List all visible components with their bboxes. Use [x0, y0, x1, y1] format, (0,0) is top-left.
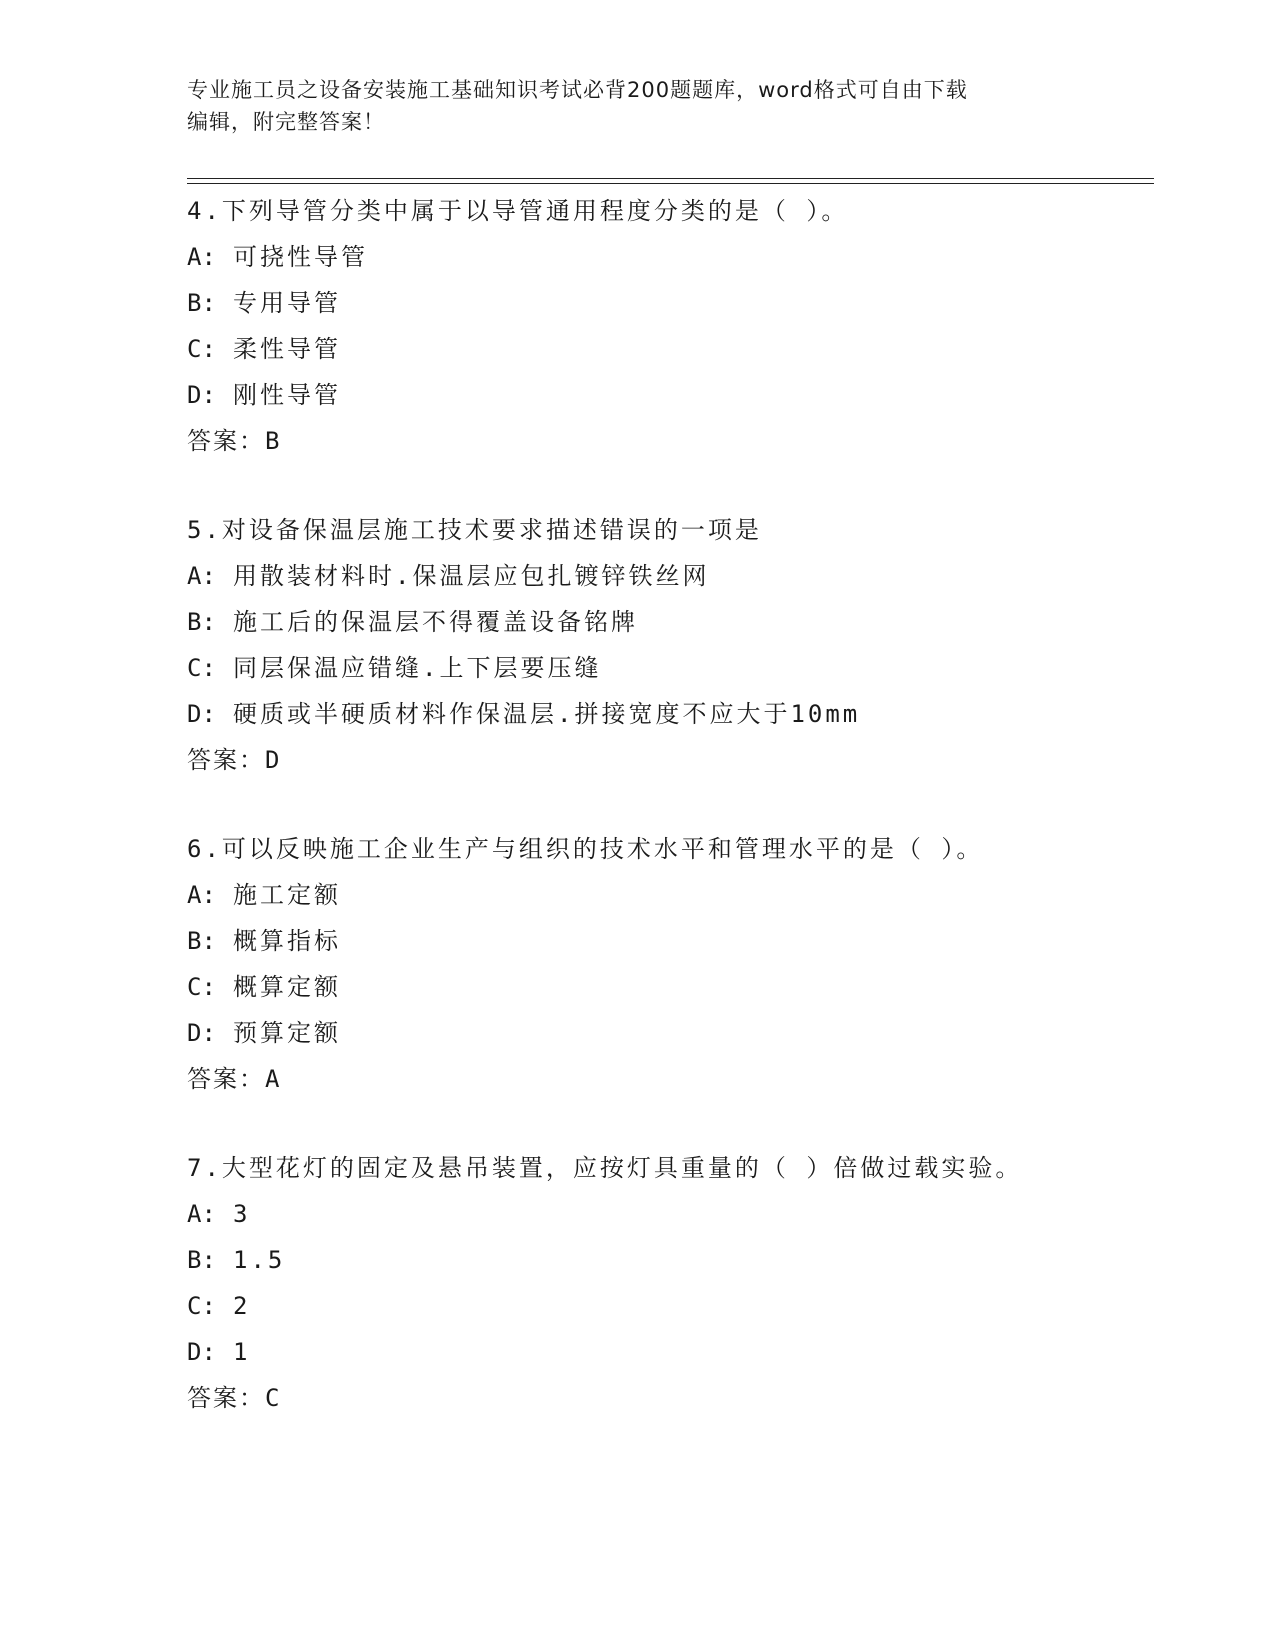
answer-label: 答案：	[187, 1065, 265, 1093]
option-text: 1	[233, 1338, 251, 1366]
header-line-1: 专业施工员之设备安装施工基础知识考试必背200题题库，word格式可自由下载	[187, 78, 968, 102]
answer-line	[187, 1375, 1147, 1421]
option-text: 1.5	[233, 1246, 286, 1274]
answer-value: A	[265, 1065, 282, 1093]
answer-value: B	[265, 427, 282, 455]
option-text: 刚性导管	[233, 381, 341, 409]
option-letter: D:	[187, 381, 216, 409]
question-block	[187, 826, 1147, 1102]
option-a	[187, 1191, 1147, 1237]
option-b	[187, 1237, 1147, 1283]
option-letter: B:	[187, 1246, 216, 1274]
option-text: 2	[233, 1292, 251, 1320]
option-b	[187, 599, 1147, 645]
option-c	[187, 326, 1147, 372]
option-text: 硬质或半硬质材料作保温层.拼接宽度不应大于10mm	[233, 700, 861, 728]
option-letter: B:	[187, 927, 216, 955]
option-letter: D:	[187, 1338, 216, 1366]
option-d	[187, 1010, 1147, 1056]
question-stem: 5.对设备保温层施工技术要求描述错误的一项是	[187, 516, 762, 544]
option-text: 用散装材料时.保温层应包扎镀锌铁丝网	[233, 562, 710, 590]
option-letter: D:	[187, 1019, 216, 1047]
option-c	[187, 964, 1147, 1010]
header-line-2: 编辑，附完整答案！	[187, 110, 385, 134]
option-letter: C:	[187, 335, 216, 363]
option-letter: A:	[187, 881, 216, 909]
option-c	[187, 1283, 1147, 1329]
option-b	[187, 280, 1147, 326]
option-a	[187, 872, 1147, 918]
option-text: 概算指标	[233, 927, 341, 955]
question-block	[187, 507, 1147, 783]
option-letter: D:	[187, 700, 216, 728]
option-letter: A:	[187, 243, 216, 271]
option-letter: C:	[187, 654, 216, 682]
answer-value: C	[265, 1384, 282, 1412]
option-c	[187, 645, 1147, 691]
option-letter: B:	[187, 289, 216, 317]
option-letter: A:	[187, 562, 216, 590]
option-a	[187, 234, 1147, 280]
question-block	[187, 188, 1147, 464]
option-d	[187, 1329, 1147, 1375]
option-d	[187, 372, 1147, 418]
option-letter: A:	[187, 1200, 216, 1228]
option-letter: C:	[187, 973, 216, 1001]
option-a	[187, 553, 1147, 599]
option-d	[187, 691, 1147, 737]
option-text: 柔性导管	[233, 335, 341, 363]
header-divider-top	[187, 178, 1154, 179]
header-divider-bottom	[187, 183, 1154, 184]
option-letter: B:	[187, 608, 216, 636]
option-b	[187, 918, 1147, 964]
option-text: 3	[233, 1200, 251, 1228]
answer-label: 答案：	[187, 746, 265, 774]
option-text: 同层保温应错缝.上下层要压缝	[233, 654, 602, 682]
question-stem: 6.可以反映施工企业生产与组织的技术水平和管理水平的是（ ）。	[187, 835, 984, 863]
answer-line	[187, 418, 1147, 464]
option-text: 专用导管	[233, 289, 341, 317]
answer-line	[187, 737, 1147, 783]
option-text: 施工定额	[233, 881, 341, 909]
question-stem: 4.下列导管分类中属于以导管通用程度分类的是（ ）。	[187, 197, 849, 225]
answer-line	[187, 1056, 1147, 1102]
option-text: 可挠性导管	[233, 243, 368, 271]
answer-value: D	[265, 746, 282, 774]
answer-label: 答案：	[187, 427, 265, 455]
answer-label: 答案：	[187, 1384, 265, 1412]
question-block	[187, 1145, 1147, 1421]
option-text: 预算定额	[233, 1019, 341, 1047]
question-stem: 7.大型花灯的固定及悬吊装置，应按灯具重量的（ ）倍做过载实验。	[187, 1154, 1023, 1182]
option-text: 概算定额	[233, 973, 341, 1001]
document-header	[187, 74, 1067, 138]
option-text: 施工后的保温层不得覆盖设备铭牌	[233, 608, 638, 636]
option-letter: C:	[187, 1292, 216, 1320]
